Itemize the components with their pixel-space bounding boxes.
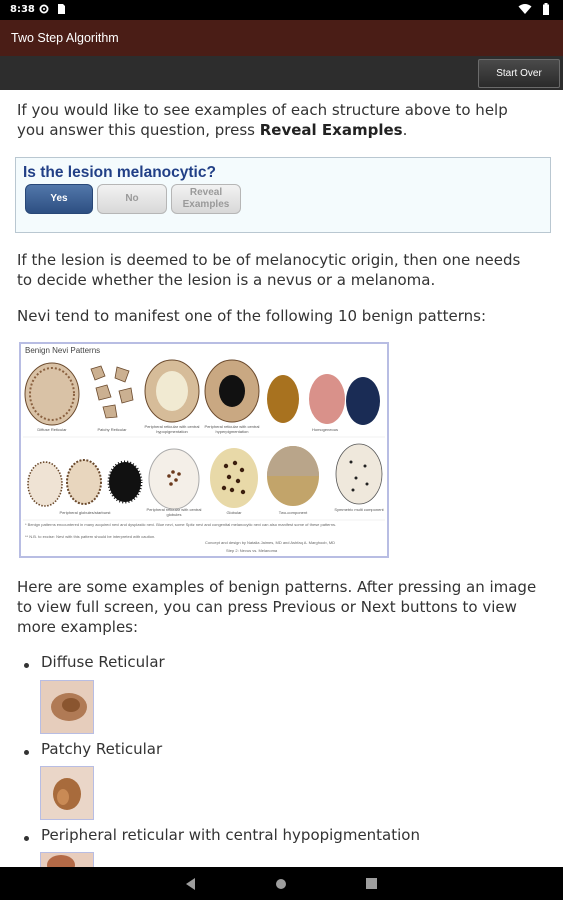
content-scroll-area[interactable] xyxy=(0,90,563,867)
example-label-patchy-reticular: Patchy Reticular xyxy=(41,740,163,758)
list-bullet xyxy=(24,836,29,841)
diffuse-reticular-illustration xyxy=(25,363,79,425)
caption-globular: Globular xyxy=(226,510,242,515)
example-label-diffuse-reticular: Diffuse Reticular xyxy=(41,653,165,671)
reveal-label-line2: Examples xyxy=(182,199,230,210)
status-bar xyxy=(0,0,563,20)
caption-peripheral-globules: Peripheral globules/starburst xyxy=(59,510,111,515)
homogeneous-illustration xyxy=(267,374,380,425)
caption-peripheral-hypopigmentation: Peripheral reticular with central hypopigmentation xyxy=(144,424,200,434)
example-thumbnail-patchy-reticular[interactable] xyxy=(40,766,94,820)
app-title: Two Step Algorithm xyxy=(11,31,119,45)
back-icon[interactable] xyxy=(186,878,196,890)
peripheral-globules-starburst-illustration xyxy=(28,460,141,506)
intro-text-lead: If you would like to see examples of each structure above to help you answer this question, press xyxy=(17,101,508,139)
peripheral-reticular-central-hyperpigmentation-illustration xyxy=(205,360,259,422)
reveal-examples-emphasis: Reveal Examples xyxy=(259,121,403,139)
home-icon[interactable] xyxy=(275,878,287,890)
sim-card-icon xyxy=(55,3,67,15)
caption-central-globules: Peripheral reticular with central globules xyxy=(146,507,202,517)
list-bullet xyxy=(24,663,29,668)
caption-symmetric-multicomponent: Symmetric multi component xyxy=(334,507,384,512)
caption-two-component: Two-component xyxy=(278,510,308,515)
example-thumbnail-diffuse-reticular[interactable] xyxy=(40,680,94,734)
figure-header: Benign Nevi Patterns xyxy=(25,346,101,355)
intro-text-end: . xyxy=(402,121,408,139)
figure-footnote-1: * Benign patterns encountered in many acquired nevi and dysplastic nevi. Blue nevi, some Spitz nevi and congenital melanocytic nevi can also manifest some of these patterns. xyxy=(25,522,337,527)
benign-nevi-patterns-image[interactable] xyxy=(19,342,389,558)
status-time: 8:38 xyxy=(10,4,35,15)
no-button[interactable]: No xyxy=(97,184,167,214)
peripheral-reticular-central-hypopigmentation-illustration xyxy=(145,360,199,422)
system-navigation-bar xyxy=(0,867,563,900)
example-label-peripheral-hypopigmentation: Peripheral reticular with central hypopigmentation xyxy=(41,826,420,844)
caption-patchy-reticular: Patchy Reticular xyxy=(97,427,127,432)
caption-diffuse-reticular: Diffuse Reticular xyxy=(37,427,67,432)
figure-credit: Concept and design by Natalia Jaimes, MD and Ashfaq A. Marghoob, MD xyxy=(205,540,336,545)
reveal-examples-button[interactable] xyxy=(171,184,241,214)
peripheral-reticular-central-globules-illustration xyxy=(149,449,199,509)
title-bar xyxy=(0,20,563,56)
start-over-button[interactable]: Start Over xyxy=(478,59,560,88)
example-thumbnail-peripheral-hypopigmentation[interactable] xyxy=(40,852,94,867)
caption-peripheral-hyperpigmentation: Peripheral reticular with central hyperpigmentation xyxy=(204,424,260,434)
reveal-label-line1: Reveal xyxy=(189,187,223,198)
battery-icon xyxy=(542,3,550,15)
examples-intro-text: Here are some examples of benign patterns. After pressing an image to view full screen, you can press Previous or Next buttons to view more examples: xyxy=(17,578,537,636)
two-component-illustration xyxy=(267,446,319,506)
yes-button[interactable]: Yes xyxy=(25,184,93,214)
figure-step-label: Step 2: Nevus vs. Melanoma xyxy=(226,548,278,553)
wifi-icon xyxy=(518,3,532,15)
question-panel xyxy=(15,157,551,233)
recents-icon[interactable] xyxy=(366,878,377,889)
intro-text xyxy=(17,100,537,140)
globular-illustration xyxy=(210,448,258,508)
patchy-reticular-illustration xyxy=(91,366,133,418)
list-bullet xyxy=(24,750,29,755)
figure-footnote-2: ** N.B. to excise: Nevi with this pattern should be interpreted with caution. xyxy=(25,534,156,539)
settings-icon xyxy=(38,3,50,15)
symmetric-multicomponent-illustration xyxy=(336,444,382,504)
caption-homogeneous: Homogeneous xyxy=(311,427,339,432)
nevi-patterns-text: Nevi tend to manifest one of the following 10 benign patterns: xyxy=(17,307,486,325)
question-title: Is the lesion melanocytic? xyxy=(23,164,216,181)
melanocytic-text: If the lesion is deemed to be of melanocytic origin, then one needs to decide whether the lesion is a nevus or a melanoma. xyxy=(17,251,521,289)
